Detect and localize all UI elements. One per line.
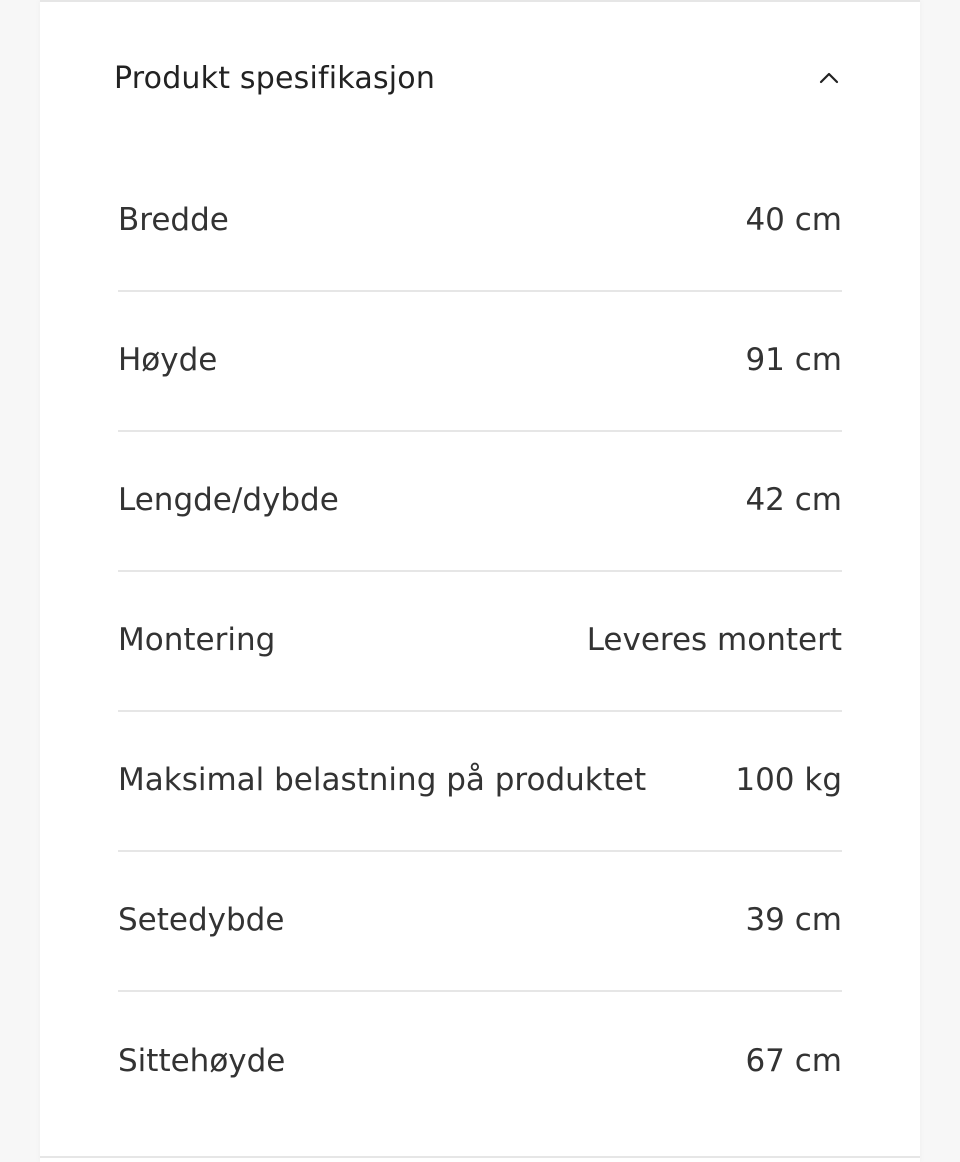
spec-label: Høyde (118, 342, 218, 378)
spec-section-title: Produkt spesifikasjon (114, 60, 436, 96)
spec-row-maksimal-belastning (118, 712, 842, 852)
spec-value: 67 cm (745, 1043, 842, 1079)
spec-value: 100 kg (735, 762, 842, 798)
spec-value: Leveres montert (586, 622, 842, 658)
spec-value: 91 cm (745, 342, 842, 378)
spec-row-hoyde (118, 292, 842, 432)
spec-row-lengde-dybde (118, 432, 842, 572)
product-spec-card (40, 0, 920, 1162)
spec-value: 40 cm (745, 202, 842, 238)
card-bottom-divider (40, 1156, 920, 1158)
spec-row-bredde (118, 152, 842, 292)
spec-label: Setedybde (118, 902, 285, 938)
spec-label: Montering (118, 622, 276, 658)
spec-accordion-header[interactable] (114, 52, 842, 104)
spec-label: Sittehøyde (118, 1043, 286, 1079)
spec-label: Lengde/dybde (118, 482, 339, 518)
spec-value: 42 cm (745, 482, 842, 518)
spec-label: Bredde (118, 202, 229, 238)
spec-row-setedybde (118, 852, 842, 992)
spec-list (118, 152, 842, 1132)
spec-label: Maksimal belastning på produktet (118, 762, 647, 798)
spec-value: 39 cm (745, 902, 842, 938)
spec-row-montering (118, 572, 842, 712)
spec-row-sittehoyde (118, 992, 842, 1132)
chevron-up-icon[interactable] (816, 65, 842, 91)
